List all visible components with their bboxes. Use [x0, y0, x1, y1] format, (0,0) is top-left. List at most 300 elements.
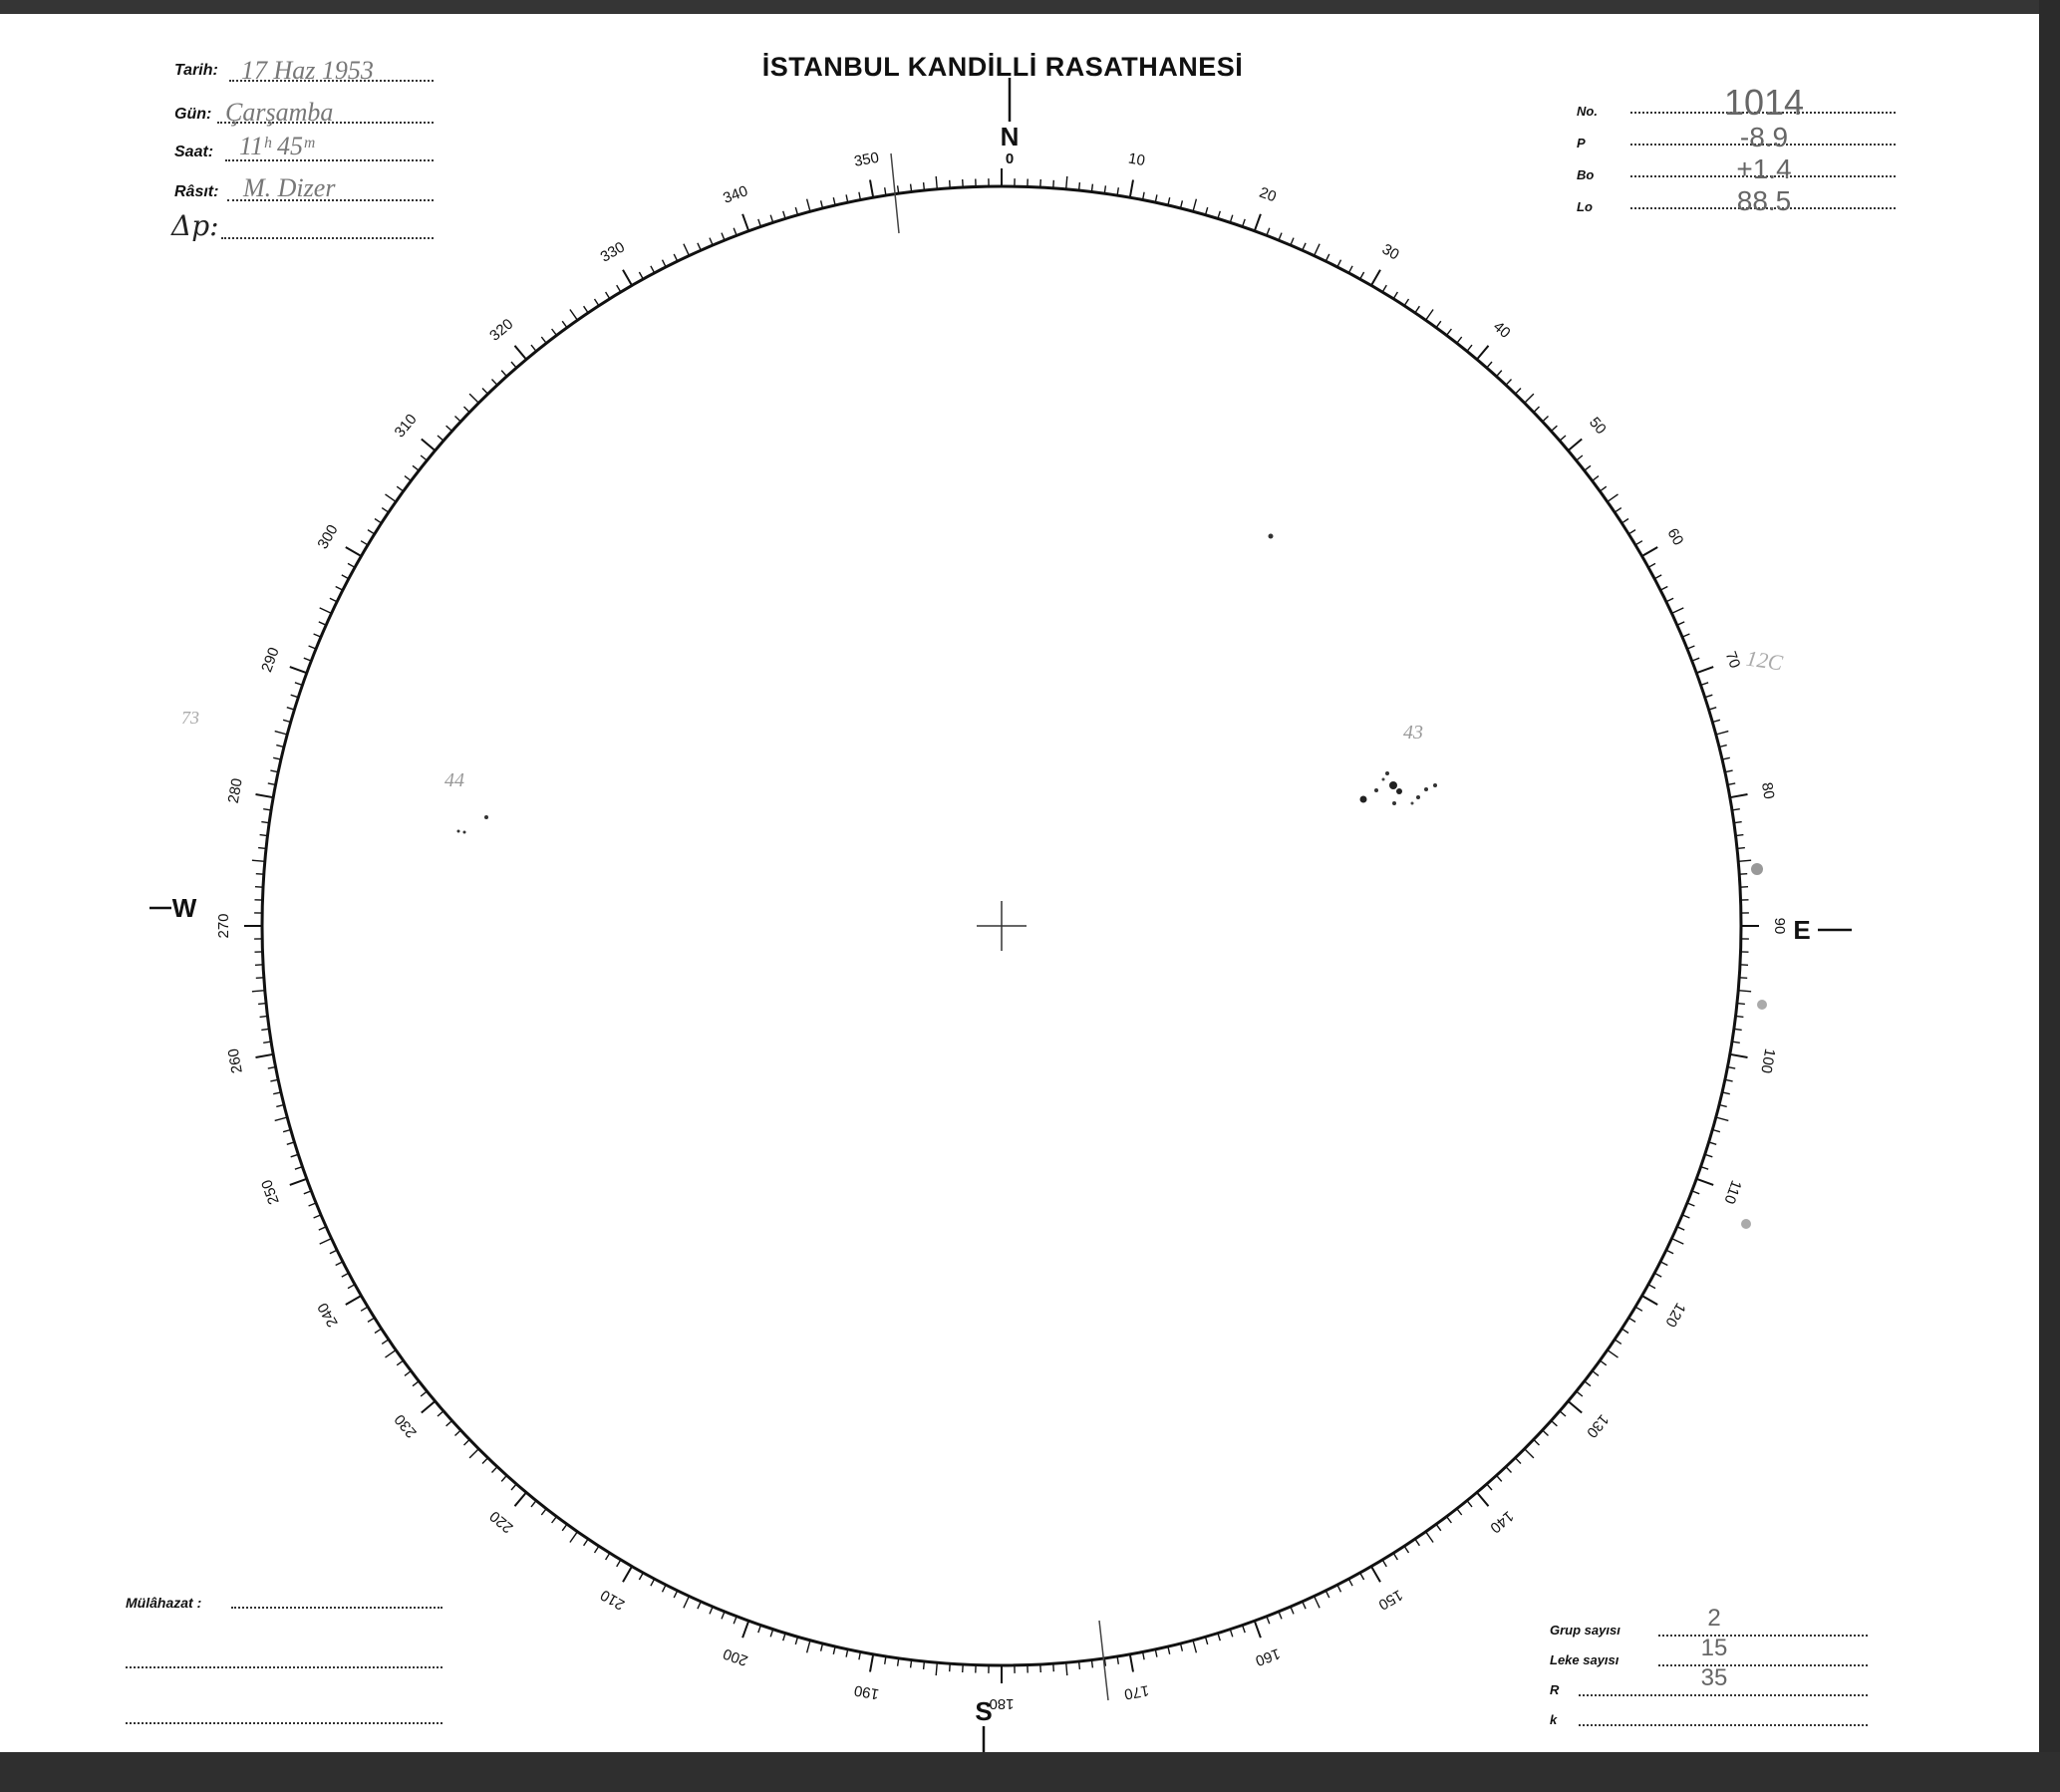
- degree-tick: [1040, 1664, 1041, 1672]
- degree-tick: [758, 1626, 761, 1634]
- degree-tick: [422, 1401, 436, 1413]
- degree-tick: [911, 184, 912, 192]
- degree-tick: [1243, 1626, 1246, 1634]
- degree-tick: [1716, 1117, 1729, 1120]
- sunspot: [463, 831, 466, 834]
- degree-tick: [515, 346, 527, 360]
- degree-tick: [1497, 371, 1502, 377]
- degree-tick: [346, 547, 362, 556]
- sunspot: [1424, 787, 1428, 791]
- degree-tick: [1415, 306, 1420, 313]
- degree-tick: [1457, 337, 1462, 343]
- sunspot: [457, 830, 460, 833]
- degree-tick: [255, 965, 263, 966]
- scan-right-border: [2039, 0, 2060, 1792]
- degree-tick: [742, 214, 748, 231]
- degree-tick: [1672, 608, 1684, 614]
- degree-tick: [348, 1285, 355, 1289]
- degree-tick: [342, 575, 349, 579]
- degree-label: 70: [1721, 649, 1744, 671]
- degree-tick: [1534, 1439, 1540, 1445]
- degree-tick: [1682, 1215, 1689, 1218]
- degree-tick: [1393, 1553, 1397, 1560]
- degree-tick: [684, 1597, 690, 1609]
- degree-label: 270: [214, 913, 232, 939]
- south-label: S: [975, 1696, 993, 1726]
- degree-label: 180: [989, 1695, 1015, 1713]
- degree-tick: [397, 486, 404, 491]
- scan-speck: [1741, 1219, 1751, 1229]
- degree-tick: [1181, 1643, 1183, 1651]
- degree-tick: [722, 1612, 725, 1619]
- degree-tick: [1382, 285, 1386, 292]
- degree-tick: [1730, 794, 1748, 797]
- degree-tick: [1628, 1318, 1635, 1322]
- degree-tick: [1666, 598, 1673, 602]
- degree-tick: [405, 1371, 411, 1376]
- degree-tick: [936, 1662, 937, 1675]
- degree-tick: [304, 658, 312, 661]
- degree-tick: [807, 199, 810, 212]
- degree-tick: [501, 371, 506, 377]
- scan-speck: [1751, 863, 1763, 875]
- west-label: W: [171, 893, 197, 923]
- degree-label: 310: [391, 411, 421, 442]
- sunspot-group-44-number: 44: [444, 769, 464, 791]
- degree-tick: [455, 417, 461, 423]
- degree-tick: [1740, 887, 1748, 888]
- degree-label: 290: [258, 645, 283, 675]
- degree-tick: [742, 1621, 748, 1638]
- degree-tick: [1701, 683, 1709, 686]
- degree-tick: [511, 362, 516, 368]
- degree-tick: [606, 1553, 610, 1560]
- degree-label: 320: [486, 315, 517, 345]
- degree-tick: [256, 978, 264, 979]
- degree-tick: [1560, 1411, 1566, 1416]
- degree-tick: [1716, 732, 1729, 735]
- degree-tick: [1654, 1273, 1661, 1277]
- degree-tick: [562, 321, 567, 328]
- degree-label: 40: [1489, 318, 1514, 342]
- sunspot: [1360, 796, 1367, 803]
- rasit-label: Râsıt:: [174, 183, 219, 200]
- sunspot: [1385, 771, 1389, 775]
- degree-tick: [1687, 646, 1694, 649]
- degree-tick: [260, 1016, 268, 1017]
- degree-tick: [255, 887, 263, 888]
- scan-bottom-border: [0, 1752, 2060, 1792]
- degree-tick: [623, 270, 632, 286]
- degree-tick: [382, 508, 389, 512]
- degree-tick: [1255, 1621, 1261, 1638]
- east-label: E: [1793, 915, 1811, 945]
- degree-tick: [1737, 1004, 1745, 1005]
- degree-tick: [552, 1517, 557, 1523]
- degree-tick: [438, 436, 443, 441]
- degree-tick: [1737, 848, 1745, 849]
- degree-tick: [1325, 254, 1329, 261]
- sunspot: [1382, 778, 1385, 781]
- degree-tick: [413, 465, 419, 470]
- sunspot: [1411, 802, 1414, 805]
- degree-tick: [1608, 1350, 1619, 1358]
- degree-tick: [1079, 182, 1080, 190]
- degree-tick: [295, 683, 303, 686]
- degree-tick: [1303, 1602, 1306, 1609]
- degree-label: 260: [224, 1046, 246, 1075]
- degree-tick: [1615, 508, 1621, 512]
- degree-tick: [256, 874, 264, 875]
- degree-tick: [1348, 1579, 1352, 1586]
- degree-label: 230: [391, 1410, 421, 1441]
- degree-tick: [1682, 634, 1689, 637]
- degree-tick: [469, 1449, 478, 1458]
- degree-tick: [1279, 233, 1282, 240]
- p-value: -8.9: [1739, 122, 1789, 152]
- degree-tick: [1291, 238, 1294, 245]
- degree-tick: [368, 530, 375, 534]
- sunspot: [1433, 783, 1437, 787]
- degree-tick: [639, 1573, 643, 1580]
- degree-tick: [710, 238, 713, 245]
- r-label: R: [1550, 1682, 1560, 1697]
- degree-tick: [405, 476, 411, 481]
- degree-tick: [348, 563, 355, 567]
- degree-tick: [1243, 219, 1246, 227]
- degree-tick: [651, 266, 655, 273]
- degree-label: 90: [1771, 917, 1789, 935]
- degree-tick: [482, 1458, 488, 1464]
- degree-tick: [1568, 440, 1582, 451]
- degree-tick: [758, 219, 761, 227]
- degree-tick: [1608, 494, 1619, 502]
- degree-tick: [623, 1567, 632, 1583]
- bo-label: Bo: [1577, 167, 1595, 182]
- degree-tick: [684, 244, 690, 256]
- no-value: 1014: [1723, 82, 1805, 123]
- sunspot: [1389, 781, 1397, 789]
- degree-tick: [1739, 978, 1747, 979]
- degree-tick: [1677, 1227, 1684, 1230]
- degree-tick: [1337, 1585, 1341, 1592]
- sunspot: [1392, 801, 1396, 805]
- degree-tick: [1436, 1524, 1441, 1531]
- degree-label: 20: [1257, 183, 1279, 206]
- degree-tick: [1415, 1539, 1420, 1546]
- degree-tick: [584, 1539, 589, 1546]
- degree-tick: [1315, 1597, 1321, 1609]
- sunspot-group-43-number: 43: [1403, 722, 1423, 744]
- degree-tick: [1672, 1239, 1684, 1245]
- degree-label: 60: [1663, 525, 1687, 549]
- degree-tick: [870, 180, 873, 198]
- degree-label: 150: [1375, 1586, 1406, 1614]
- degree-tick: [1193, 199, 1196, 212]
- degree-tick: [821, 200, 823, 208]
- degree-tick: [1497, 1475, 1502, 1481]
- degree-label: 280: [224, 776, 246, 805]
- degree-tick: [1348, 266, 1352, 273]
- degree-tick: [1736, 835, 1744, 836]
- leke-label: Leke sayısı: [1550, 1652, 1619, 1667]
- degree-tick: [438, 1411, 443, 1416]
- degree-tick: [606, 292, 610, 299]
- degree-tick: [1677, 622, 1684, 625]
- degree-tick: [1371, 1567, 1380, 1583]
- degree-tick: [1577, 1391, 1583, 1396]
- grup-label: Grup sayısı: [1550, 1623, 1620, 1638]
- degree-tick: [1736, 1016, 1744, 1017]
- degree-tick: [320, 608, 332, 614]
- degree-tick: [639, 272, 643, 279]
- degree-tick: [531, 1501, 536, 1507]
- degree-tick: [1585, 465, 1591, 470]
- degree-tick: [446, 1421, 452, 1426]
- degree-tick: [1467, 1501, 1472, 1507]
- sunspot: [1396, 788, 1402, 794]
- gun-value: Çarşamba: [225, 98, 334, 127]
- degree-tick: [1738, 991, 1751, 992]
- bo-value: +1.4: [1736, 153, 1792, 184]
- degree-tick: [1696, 667, 1713, 673]
- north-label: N: [1000, 122, 1020, 151]
- degree-tick: [1551, 1421, 1557, 1426]
- degree-tick: [617, 285, 621, 292]
- degree-tick: [1621, 519, 1628, 523]
- degree-tick: [1267, 1617, 1270, 1625]
- degree-tick: [275, 1117, 288, 1120]
- degree-tick: [1506, 1467, 1512, 1473]
- drawing-sheet: [0, 14, 2039, 1752]
- degree-tick: [1621, 1329, 1628, 1333]
- degree-label: 210: [597, 1586, 628, 1614]
- degree-tick: [651, 1579, 655, 1586]
- degree-tick: [501, 1475, 506, 1481]
- tarih-label: Tarih:: [174, 62, 218, 79]
- degree-tick: [1382, 1560, 1386, 1567]
- degree-label: 250: [258, 1177, 283, 1207]
- degree-tick: [446, 426, 452, 431]
- degree-tick: [710, 1607, 713, 1614]
- degree-tick: [1477, 1492, 1489, 1506]
- p-label: P: [1577, 136, 1586, 150]
- degree-tick: [1091, 184, 1092, 192]
- degree-tick: [361, 541, 368, 545]
- degree-tick: [663, 1585, 667, 1592]
- degree-tick: [541, 337, 546, 343]
- degree-tick: [1040, 179, 1041, 187]
- degree-label: 190: [852, 1681, 881, 1703]
- degree-tick: [1660, 1262, 1667, 1266]
- degree-tick: [1315, 244, 1321, 256]
- degree-tick: [1543, 1430, 1549, 1436]
- scan-top-border: [0, 0, 2060, 14]
- lo-label: Lo: [1577, 199, 1593, 214]
- degree-label: 240: [314, 1300, 342, 1331]
- degree-tick: [807, 1641, 810, 1653]
- degree-tick: [1696, 1179, 1713, 1185]
- degree-tick: [258, 1004, 266, 1005]
- degree-tick: [386, 1350, 397, 1358]
- degree-tick: [1593, 1371, 1599, 1376]
- degree-tick: [963, 179, 964, 187]
- degree-tick: [1360, 272, 1364, 279]
- degree-tick: [320, 1239, 332, 1245]
- degree-tick: [469, 394, 478, 403]
- degree-tick: [397, 1360, 404, 1365]
- degree-tick: [455, 1430, 461, 1436]
- degree-tick: [1279, 1612, 1282, 1619]
- degree-tick: [531, 345, 536, 351]
- degree-tick: [734, 228, 736, 236]
- saat-value: 11ʰ 45ᵐ: [239, 132, 314, 160]
- sunspot: [1416, 795, 1420, 799]
- degree-tick: [1404, 1546, 1408, 1553]
- degree-tick: [1642, 547, 1658, 556]
- degree-tick: [821, 1643, 823, 1651]
- degree-tick: [275, 732, 288, 735]
- degree-tick: [330, 1250, 337, 1254]
- saat-label: Saat:: [174, 144, 214, 160]
- degree-tick: [1053, 180, 1054, 188]
- degree-tick: [1543, 417, 1549, 423]
- degree-tick: [1600, 486, 1607, 491]
- degree-tick: [1515, 389, 1521, 395]
- degree-tick: [421, 1391, 427, 1396]
- degree-tick: [722, 233, 725, 240]
- degree-tick: [1600, 1360, 1607, 1365]
- degree-tick: [492, 1467, 498, 1473]
- degree-tick: [309, 1203, 316, 1206]
- degree-tick: [595, 1546, 599, 1553]
- degree-tick: [1740, 965, 1748, 966]
- degree-tick: [950, 1663, 951, 1671]
- degree-tick: [309, 646, 316, 649]
- degree-tick: [541, 1509, 546, 1515]
- degree-label: 80: [1757, 780, 1778, 801]
- degree-tick: [368, 1318, 375, 1322]
- degree-tick: [260, 835, 268, 836]
- margin-note-right: 12C: [1744, 645, 1785, 676]
- degree-tick: [421, 455, 427, 460]
- degree-tick: [1291, 1607, 1294, 1614]
- degree-tick: [1525, 1449, 1534, 1458]
- solar-disk-drawing: [0, 14, 2039, 1752]
- k-label: k: [1550, 1712, 1558, 1727]
- degree-tick: [1593, 476, 1599, 481]
- degree-tick: [1303, 243, 1306, 250]
- gun-label: Gün:: [174, 106, 212, 123]
- degree-tick: [1255, 214, 1261, 231]
- degree-tick: [1447, 1517, 1452, 1523]
- degree-tick: [1457, 1509, 1462, 1515]
- degree-tick: [1560, 436, 1566, 441]
- degree-tick: [1130, 1654, 1133, 1672]
- degree-tick: [1577, 455, 1583, 460]
- degree-tick: [870, 1654, 873, 1672]
- degree-tick: [1371, 270, 1380, 286]
- degree-label: 50: [1586, 414, 1610, 439]
- degree-tick: [511, 1484, 516, 1490]
- degree-tick: [1506, 380, 1512, 386]
- degree-tick: [617, 1560, 621, 1567]
- degree-tick: [464, 407, 470, 413]
- degree-tick: [276, 746, 284, 747]
- degree-tick: [1692, 1191, 1700, 1194]
- degree-tick: [698, 243, 701, 250]
- degree-tick: [1487, 362, 1492, 368]
- degree-tick: [1654, 575, 1661, 579]
- degree-tick: [1739, 874, 1747, 875]
- degree-label: 30: [1378, 240, 1402, 264]
- p-angle-marker-bottom: [1099, 1621, 1108, 1700]
- degree-label: 300: [314, 521, 342, 552]
- degree-tick: [319, 622, 326, 625]
- scan-speck: [1757, 1000, 1767, 1010]
- delta-p-label: Δp:: [171, 209, 219, 242]
- degree-tick: [256, 1054, 274, 1057]
- degree-tick: [924, 182, 925, 190]
- degree-tick: [1467, 345, 1472, 351]
- degree-tick: [1360, 1573, 1364, 1580]
- degree-tick: [1426, 1532, 1434, 1543]
- degree-tick: [258, 848, 266, 849]
- degree-tick: [413, 1381, 419, 1386]
- degree-label: 170: [1122, 1681, 1151, 1703]
- degree-label: 140: [1486, 1507, 1517, 1537]
- degree-tick: [482, 389, 488, 395]
- degree-tick: [1642, 1296, 1658, 1305]
- degree-label: 220: [486, 1507, 517, 1537]
- degree-tick: [290, 667, 307, 673]
- sunspot: [1374, 788, 1378, 792]
- degree-tick: [963, 1664, 964, 1672]
- degree-tick: [1404, 299, 1408, 306]
- degree-tick: [1267, 228, 1270, 236]
- degree-tick: [911, 1660, 912, 1668]
- degree-tick: [290, 1179, 307, 1185]
- degree-tick: [1692, 658, 1700, 661]
- degree-tick: [698, 1602, 701, 1609]
- degree-tick: [342, 1273, 349, 1277]
- page-title: İSTANBUL KANDİLLİ RASATHANESİ: [761, 52, 1244, 82]
- degree-tick: [1551, 426, 1557, 431]
- degree-tick: [1666, 1250, 1673, 1254]
- degree-label: 350: [852, 149, 881, 170]
- sunspot-group-43: [1360, 771, 1438, 805]
- degree-tick: [252, 991, 265, 992]
- north-zero-label: 0: [1005, 150, 1015, 167]
- no-label: No.: [1577, 104, 1598, 119]
- degree-tick: [1515, 1458, 1521, 1464]
- degree-tick: [674, 254, 678, 261]
- degree-tick: [386, 494, 397, 502]
- degree-label: 130: [1583, 1410, 1613, 1441]
- remarks-label: Mülâhazat :: [126, 1595, 202, 1611]
- degree-tick: [1738, 860, 1751, 861]
- degree-tick: [361, 1307, 368, 1311]
- degree-tick: [552, 329, 557, 335]
- degree-tick: [1477, 346, 1489, 360]
- rasit-value: M. Dizer: [243, 173, 336, 202]
- degree-tick: [1079, 1661, 1080, 1669]
- degree-tick: [1568, 1401, 1582, 1413]
- degree-tick: [1193, 1641, 1196, 1653]
- degree-tick: [1130, 180, 1133, 198]
- degree-tick: [570, 310, 578, 321]
- degree-tick: [346, 1296, 362, 1305]
